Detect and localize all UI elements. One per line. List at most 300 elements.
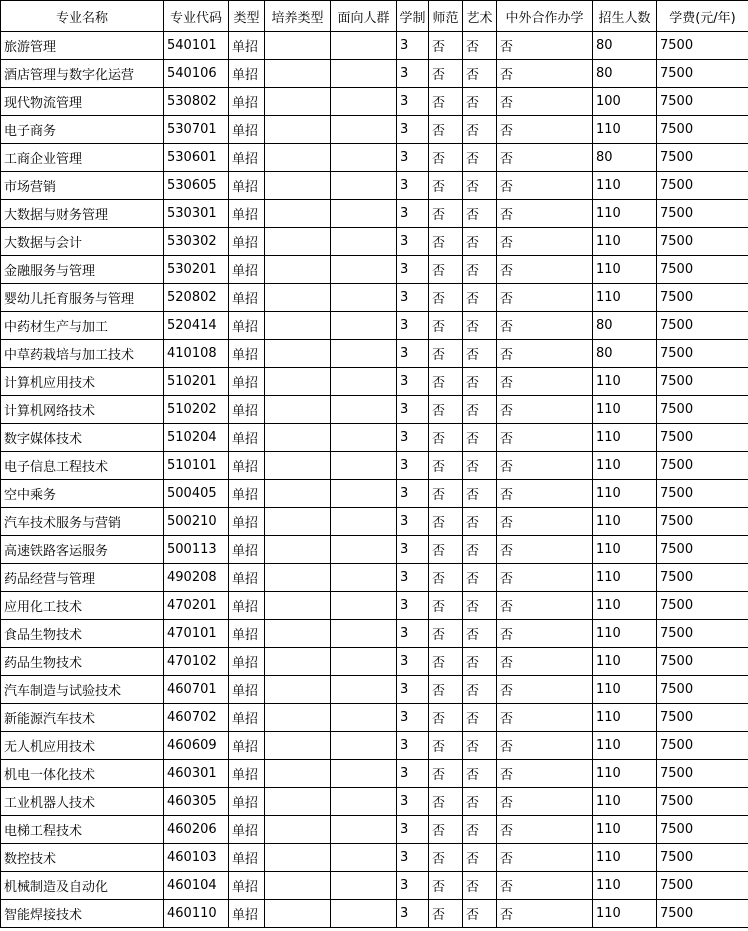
cell-cooperation: 否 xyxy=(497,88,593,116)
cell-type: 单招 xyxy=(229,368,265,396)
cell-normal: 否 xyxy=(429,32,463,60)
cell-training-type xyxy=(265,676,331,704)
table-row xyxy=(1,32,748,60)
cell-normal: 否 xyxy=(429,256,463,284)
cell-enrollment: 110 xyxy=(593,732,657,760)
cell-training-type xyxy=(265,648,331,676)
table-row xyxy=(1,256,748,284)
cell-major-code: 530302 xyxy=(164,228,229,256)
cell-normal: 否 xyxy=(429,844,463,872)
cell-enrollment: 80 xyxy=(593,312,657,340)
cell-tuition: 7500 xyxy=(657,564,748,592)
table-row xyxy=(1,844,748,872)
cell-training-type xyxy=(265,900,331,928)
cell-tuition: 7500 xyxy=(657,424,748,452)
cell-audience xyxy=(331,60,397,88)
cell-type: 单招 xyxy=(229,620,265,648)
table-row xyxy=(1,536,748,564)
cell-normal: 否 xyxy=(429,424,463,452)
cell-years: 3 xyxy=(397,116,429,144)
cell-art: 否 xyxy=(463,228,497,256)
cell-cooperation: 否 xyxy=(497,592,593,620)
cell-type: 单招 xyxy=(229,144,265,172)
cell-tuition: 7500 xyxy=(657,144,748,172)
cell-art: 否 xyxy=(463,368,497,396)
table-row xyxy=(1,732,748,760)
cell-audience xyxy=(331,676,397,704)
cell-type: 单招 xyxy=(229,340,265,368)
cell-major-code: 530201 xyxy=(164,256,229,284)
cell-art: 否 xyxy=(463,60,497,88)
cell-normal: 否 xyxy=(429,368,463,396)
cell-normal: 否 xyxy=(429,88,463,116)
cell-training-type xyxy=(265,256,331,284)
cell-major-code: 460305 xyxy=(164,788,229,816)
cell-tuition: 7500 xyxy=(657,872,748,900)
cell-major-name: 电梯工程技术 xyxy=(1,816,164,844)
cell-enrollment: 110 xyxy=(593,816,657,844)
cell-tuition: 7500 xyxy=(657,480,748,508)
cell-type: 单招 xyxy=(229,172,265,200)
cell-cooperation: 否 xyxy=(497,312,593,340)
cell-cooperation: 否 xyxy=(497,816,593,844)
cell-type: 单招 xyxy=(229,592,265,620)
cell-training-type xyxy=(265,620,331,648)
header-enrollment: 招生人数 xyxy=(593,1,657,32)
cell-type: 单招 xyxy=(229,732,265,760)
cell-enrollment: 110 xyxy=(593,116,657,144)
cell-audience xyxy=(331,312,397,340)
cell-tuition: 7500 xyxy=(657,900,748,928)
cell-type: 单招 xyxy=(229,116,265,144)
cell-tuition: 7500 xyxy=(657,60,748,88)
cell-major-name: 市场营销 xyxy=(1,172,164,200)
cell-major-code: 460609 xyxy=(164,732,229,760)
cell-major-name: 食品生物技术 xyxy=(1,620,164,648)
cell-major-code: 510204 xyxy=(164,424,229,452)
cell-years: 3 xyxy=(397,172,429,200)
cell-major-name: 数字媒体技术 xyxy=(1,424,164,452)
cell-tuition: 7500 xyxy=(657,648,748,676)
cell-normal: 否 xyxy=(429,144,463,172)
cell-audience xyxy=(331,396,397,424)
cell-years: 3 xyxy=(397,396,429,424)
cell-years: 3 xyxy=(397,900,429,928)
cell-audience xyxy=(331,648,397,676)
cell-major-code: 490208 xyxy=(164,564,229,592)
cell-tuition: 7500 xyxy=(657,200,748,228)
cell-major-name: 电子商务 xyxy=(1,116,164,144)
cell-years: 3 xyxy=(397,144,429,172)
cell-major-code: 540101 xyxy=(164,32,229,60)
cell-years: 3 xyxy=(397,564,429,592)
cell-major-name: 大数据与财务管理 xyxy=(1,200,164,228)
cell-enrollment: 110 xyxy=(593,676,657,704)
cell-audience xyxy=(331,844,397,872)
cell-training-type xyxy=(265,732,331,760)
cell-art: 否 xyxy=(463,592,497,620)
cell-major-code: 500210 xyxy=(164,508,229,536)
cell-art: 否 xyxy=(463,116,497,144)
table-row xyxy=(1,480,748,508)
cell-audience xyxy=(331,536,397,564)
cell-years: 3 xyxy=(397,844,429,872)
cell-art: 否 xyxy=(463,340,497,368)
cell-major-name: 汽车技术服务与营销 xyxy=(1,508,164,536)
cell-tuition: 7500 xyxy=(657,284,748,312)
cell-type: 单招 xyxy=(229,32,265,60)
cell-art: 否 xyxy=(463,620,497,648)
cell-training-type xyxy=(265,816,331,844)
cell-cooperation: 否 xyxy=(497,340,593,368)
table-row xyxy=(1,144,748,172)
cell-normal: 否 xyxy=(429,508,463,536)
table-row xyxy=(1,396,748,424)
header-training-type: 培养类型 xyxy=(265,1,331,32)
cell-major-code: 470201 xyxy=(164,592,229,620)
cell-training-type xyxy=(265,480,331,508)
cell-enrollment: 110 xyxy=(593,256,657,284)
cell-cooperation: 否 xyxy=(497,648,593,676)
cell-major-name: 中药材生产与加工 xyxy=(1,312,164,340)
cell-enrollment: 110 xyxy=(593,480,657,508)
cell-major-code: 460103 xyxy=(164,844,229,872)
cell-normal: 否 xyxy=(429,816,463,844)
header-cooperation: 中外合作办学 xyxy=(497,1,593,32)
cell-years: 3 xyxy=(397,340,429,368)
cell-major-name: 新能源汽车技术 xyxy=(1,704,164,732)
cell-major-name: 计算机网络技术 xyxy=(1,396,164,424)
cell-art: 否 xyxy=(463,480,497,508)
cell-type: 单招 xyxy=(229,704,265,732)
cell-cooperation: 否 xyxy=(497,424,593,452)
cell-major-name: 旅游管理 xyxy=(1,32,164,60)
cell-cooperation: 否 xyxy=(497,228,593,256)
table-row xyxy=(1,508,748,536)
cell-art: 否 xyxy=(463,424,497,452)
cell-type: 单招 xyxy=(229,256,265,284)
cell-audience xyxy=(331,900,397,928)
cell-normal: 否 xyxy=(429,480,463,508)
cell-audience xyxy=(331,228,397,256)
cell-tuition: 7500 xyxy=(657,116,748,144)
table-row xyxy=(1,592,748,620)
cell-tuition: 7500 xyxy=(657,228,748,256)
cell-major-name: 药品生物技术 xyxy=(1,648,164,676)
cell-normal: 否 xyxy=(429,592,463,620)
cell-enrollment: 110 xyxy=(593,368,657,396)
cell-tuition: 7500 xyxy=(657,32,748,60)
cell-type: 单招 xyxy=(229,844,265,872)
cell-art: 否 xyxy=(463,508,497,536)
cell-training-type xyxy=(265,536,331,564)
cell-normal: 否 xyxy=(429,732,463,760)
cell-type: 单招 xyxy=(229,816,265,844)
cell-major-name: 工业机器人技术 xyxy=(1,788,164,816)
cell-art: 否 xyxy=(463,816,497,844)
cell-normal: 否 xyxy=(429,452,463,480)
cell-cooperation: 否 xyxy=(497,116,593,144)
cell-major-name: 机电一体化技术 xyxy=(1,760,164,788)
table-row xyxy=(1,704,748,732)
cell-training-type xyxy=(265,424,331,452)
cell-audience xyxy=(331,340,397,368)
cell-cooperation: 否 xyxy=(497,900,593,928)
cell-training-type xyxy=(265,396,331,424)
cell-normal: 否 xyxy=(429,788,463,816)
cell-years: 3 xyxy=(397,32,429,60)
cell-normal: 否 xyxy=(429,900,463,928)
cell-major-code: 530701 xyxy=(164,116,229,144)
cell-major-name: 应用化工技术 xyxy=(1,592,164,620)
header-normal: 师范 xyxy=(429,1,463,32)
cell-audience xyxy=(331,144,397,172)
cell-audience xyxy=(331,620,397,648)
cell-cooperation: 否 xyxy=(497,564,593,592)
cell-enrollment: 110 xyxy=(593,508,657,536)
cell-major-code: 520414 xyxy=(164,312,229,340)
cell-art: 否 xyxy=(463,88,497,116)
cell-audience xyxy=(331,32,397,60)
table-row xyxy=(1,452,748,480)
table-body xyxy=(1,32,748,928)
cell-years: 3 xyxy=(397,424,429,452)
table-row xyxy=(1,60,748,88)
cell-training-type xyxy=(265,508,331,536)
table-row xyxy=(1,620,748,648)
cell-training-type xyxy=(265,760,331,788)
cell-enrollment: 110 xyxy=(593,284,657,312)
cell-training-type xyxy=(265,228,331,256)
cell-training-type xyxy=(265,872,331,900)
cell-major-code: 510101 xyxy=(164,452,229,480)
table-row xyxy=(1,368,748,396)
table-row xyxy=(1,816,748,844)
cell-type: 单招 xyxy=(229,788,265,816)
cell-enrollment: 110 xyxy=(593,424,657,452)
cell-enrollment: 110 xyxy=(593,200,657,228)
cell-years: 3 xyxy=(397,200,429,228)
cell-art: 否 xyxy=(463,284,497,312)
cell-enrollment: 110 xyxy=(593,592,657,620)
cell-normal: 否 xyxy=(429,648,463,676)
cell-audience xyxy=(331,816,397,844)
cell-years: 3 xyxy=(397,88,429,116)
cell-cooperation: 否 xyxy=(497,60,593,88)
cell-training-type xyxy=(265,284,331,312)
cell-tuition: 7500 xyxy=(657,592,748,620)
cell-audience xyxy=(331,564,397,592)
cell-type: 单招 xyxy=(229,508,265,536)
table-row xyxy=(1,228,748,256)
table-row xyxy=(1,648,748,676)
cell-major-name: 现代物流管理 xyxy=(1,88,164,116)
cell-major-name: 药品经营与管理 xyxy=(1,564,164,592)
cell-years: 3 xyxy=(397,816,429,844)
cell-normal: 否 xyxy=(429,312,463,340)
cell-enrollment: 110 xyxy=(593,228,657,256)
cell-major-code: 500405 xyxy=(164,480,229,508)
header-years: 学制 xyxy=(397,1,429,32)
cell-art: 否 xyxy=(463,256,497,284)
cell-training-type xyxy=(265,452,331,480)
cell-normal: 否 xyxy=(429,676,463,704)
cell-tuition: 7500 xyxy=(657,256,748,284)
table-row xyxy=(1,424,748,452)
cell-cooperation: 否 xyxy=(497,620,593,648)
cell-normal: 否 xyxy=(429,564,463,592)
cell-normal: 否 xyxy=(429,340,463,368)
cell-tuition: 7500 xyxy=(657,788,748,816)
cell-art: 否 xyxy=(463,312,497,340)
cell-years: 3 xyxy=(397,256,429,284)
cell-cooperation: 否 xyxy=(497,676,593,704)
cell-major-code: 460206 xyxy=(164,816,229,844)
cell-major-code: 470101 xyxy=(164,620,229,648)
header-tuition: 学费(元/年) xyxy=(657,1,748,32)
cell-cooperation: 否 xyxy=(497,788,593,816)
cell-enrollment: 110 xyxy=(593,620,657,648)
cell-art: 否 xyxy=(463,648,497,676)
cell-major-code: 460701 xyxy=(164,676,229,704)
cell-art: 否 xyxy=(463,760,497,788)
cell-major-name: 空中乘务 xyxy=(1,480,164,508)
cell-training-type xyxy=(265,144,331,172)
cell-training-type xyxy=(265,88,331,116)
cell-years: 3 xyxy=(397,732,429,760)
cell-art: 否 xyxy=(463,172,497,200)
cell-enrollment: 110 xyxy=(593,844,657,872)
cell-audience xyxy=(331,452,397,480)
cell-years: 3 xyxy=(397,704,429,732)
cell-major-name: 计算机应用技术 xyxy=(1,368,164,396)
cell-training-type xyxy=(265,564,331,592)
cell-cooperation: 否 xyxy=(497,396,593,424)
cell-normal: 否 xyxy=(429,760,463,788)
cell-tuition: 7500 xyxy=(657,676,748,704)
cell-tuition: 7500 xyxy=(657,452,748,480)
cell-enrollment: 110 xyxy=(593,788,657,816)
table-row xyxy=(1,788,748,816)
cell-art: 否 xyxy=(463,200,497,228)
cell-art: 否 xyxy=(463,452,497,480)
cell-enrollment: 110 xyxy=(593,648,657,676)
cell-training-type xyxy=(265,32,331,60)
cell-major-code: 530601 xyxy=(164,144,229,172)
cell-cooperation: 否 xyxy=(497,144,593,172)
cell-art: 否 xyxy=(463,788,497,816)
cell-audience xyxy=(331,200,397,228)
cell-training-type xyxy=(265,172,331,200)
cell-audience xyxy=(331,284,397,312)
cell-cooperation: 否 xyxy=(497,200,593,228)
cell-type: 单招 xyxy=(229,424,265,452)
cell-type: 单招 xyxy=(229,200,265,228)
cell-enrollment: 80 xyxy=(593,144,657,172)
cell-cooperation: 否 xyxy=(497,704,593,732)
cell-years: 3 xyxy=(397,368,429,396)
cell-tuition: 7500 xyxy=(657,396,748,424)
cell-training-type xyxy=(265,60,331,88)
table-row xyxy=(1,200,748,228)
cell-tuition: 7500 xyxy=(657,704,748,732)
cell-art: 否 xyxy=(463,900,497,928)
cell-major-code: 460104 xyxy=(164,872,229,900)
cell-audience xyxy=(331,704,397,732)
cell-training-type xyxy=(265,788,331,816)
header-major-name: 专业名称 xyxy=(1,1,164,32)
cell-audience xyxy=(331,480,397,508)
cell-years: 3 xyxy=(397,788,429,816)
cell-cooperation: 否 xyxy=(497,508,593,536)
cell-tuition: 7500 xyxy=(657,88,748,116)
header-art: 艺术 xyxy=(463,1,497,32)
table-row xyxy=(1,340,748,368)
cell-audience xyxy=(331,508,397,536)
cell-tuition: 7500 xyxy=(657,172,748,200)
cell-type: 单招 xyxy=(229,228,265,256)
table-row xyxy=(1,116,748,144)
cell-audience xyxy=(331,732,397,760)
cell-major-code: 500113 xyxy=(164,536,229,564)
cell-art: 否 xyxy=(463,564,497,592)
cell-major-code: 470102 xyxy=(164,648,229,676)
cell-cooperation: 否 xyxy=(497,536,593,564)
cell-major-name: 酒店管理与数字化运营 xyxy=(1,60,164,88)
cell-major-code: 410108 xyxy=(164,340,229,368)
cell-years: 3 xyxy=(397,480,429,508)
cell-art: 否 xyxy=(463,732,497,760)
cell-cooperation: 否 xyxy=(497,172,593,200)
cell-normal: 否 xyxy=(429,872,463,900)
cell-cooperation: 否 xyxy=(497,368,593,396)
cell-major-name: 大数据与会计 xyxy=(1,228,164,256)
header-type: 类型 xyxy=(229,1,265,32)
cell-audience xyxy=(331,172,397,200)
cell-enrollment: 110 xyxy=(593,536,657,564)
cell-type: 单招 xyxy=(229,648,265,676)
cell-tuition: 7500 xyxy=(657,732,748,760)
cell-normal: 否 xyxy=(429,284,463,312)
cell-normal: 否 xyxy=(429,620,463,648)
cell-audience xyxy=(331,760,397,788)
cell-enrollment: 80 xyxy=(593,60,657,88)
cell-tuition: 7500 xyxy=(657,340,748,368)
cell-normal: 否 xyxy=(429,704,463,732)
cell-major-code: 510201 xyxy=(164,368,229,396)
cell-years: 3 xyxy=(397,872,429,900)
cell-enrollment: 110 xyxy=(593,564,657,592)
cell-audience xyxy=(331,256,397,284)
cell-years: 3 xyxy=(397,592,429,620)
cell-cooperation: 否 xyxy=(497,452,593,480)
cell-major-code: 540106 xyxy=(164,60,229,88)
cell-art: 否 xyxy=(463,844,497,872)
cell-type: 单招 xyxy=(229,676,265,704)
cell-tuition: 7500 xyxy=(657,760,748,788)
cell-years: 3 xyxy=(397,676,429,704)
cell-years: 3 xyxy=(397,536,429,564)
table-row xyxy=(1,172,748,200)
cell-audience xyxy=(331,788,397,816)
cell-major-name: 高速铁路客运服务 xyxy=(1,536,164,564)
cell-years: 3 xyxy=(397,284,429,312)
cell-audience xyxy=(331,872,397,900)
header-major-code: 专业代码 xyxy=(164,1,229,32)
cell-enrollment: 110 xyxy=(593,396,657,424)
cell-cooperation: 否 xyxy=(497,872,593,900)
cell-cooperation: 否 xyxy=(497,844,593,872)
